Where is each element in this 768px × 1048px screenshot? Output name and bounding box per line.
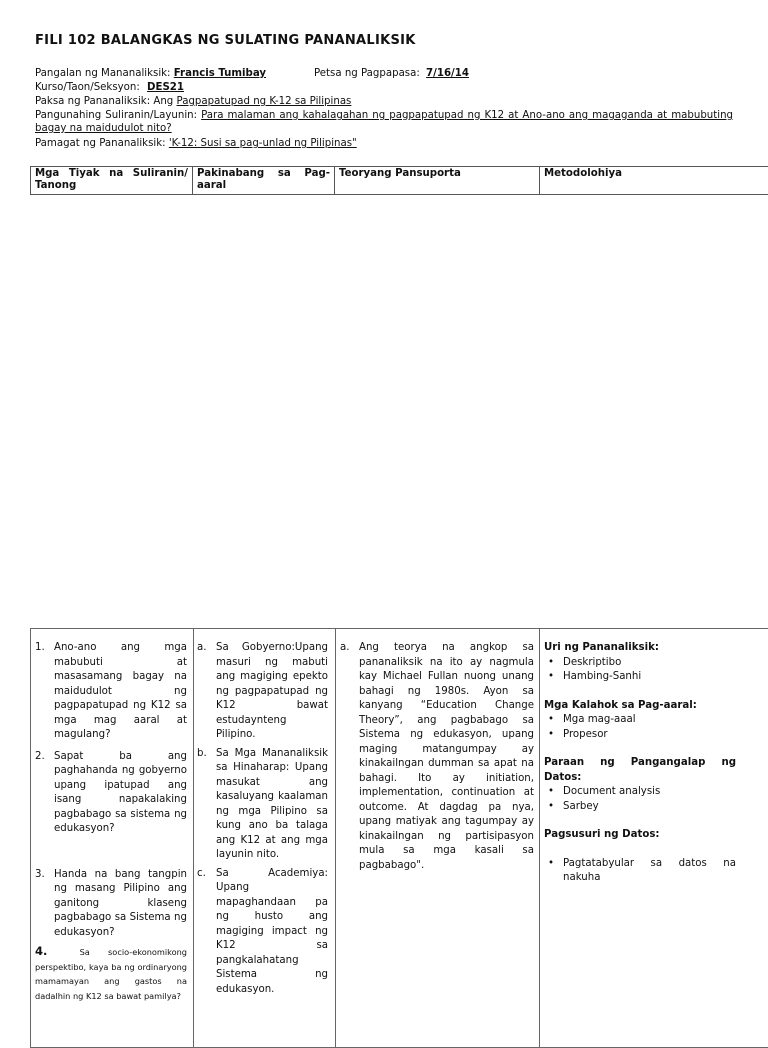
benefit-text: Sa Academiya: Upang mapaghandaan pa ng husto ang magiging impact ng K12 sa pangkalahatang Sistema ng edukasyon. — [216, 868, 328, 995]
participants-heading: Mga Kalahok sa Pag-aaral: — [544, 699, 736, 714]
topic-label: Paksa ng Pananaliksik: Ang — [35, 96, 173, 107]
topic-line — [35, 95, 351, 108]
participant-text: Propesor — [563, 729, 608, 740]
research-type-item — [544, 670, 736, 685]
research-type-heading: Uri ng Pananaliksik: — [544, 641, 736, 656]
bullet-icon: • — [548, 800, 554, 815]
outline-body-table — [30, 628, 768, 1048]
question-text: Sapat ba ang paghahanda ng gobyerno upang ipatupad ang isang napakalaking pagbabago sa sistema ng edukasyon? — [54, 751, 187, 835]
question-number: 3. — [35, 868, 45, 883]
participant-item — [544, 728, 736, 743]
outline-header-table — [30, 166, 768, 195]
date-line — [314, 67, 469, 80]
methodology-column — [544, 641, 736, 886]
course-label: Kurso/Taon/Seksyon: — [35, 82, 140, 93]
question-number: 2. — [35, 750, 45, 765]
question-number: 1. — [35, 641, 45, 656]
theory-letter: a. — [340, 641, 349, 656]
question-item — [35, 868, 187, 941]
theory-item — [340, 641, 534, 873]
researcher-line — [35, 67, 266, 80]
benefit-item — [197, 641, 328, 743]
researcher-value: Francis Tumibay — [174, 68, 266, 79]
theory-column — [340, 641, 534, 873]
benefit-letter: c. — [197, 867, 206, 882]
question-number: 4. — [35, 944, 47, 958]
date-value: 7/16/14 — [426, 68, 469, 79]
benefit-item — [197, 867, 328, 998]
question-item — [35, 750, 187, 837]
problem-line — [35, 109, 733, 135]
researcher-label: Pangalan ng Mananaliksik: — [35, 68, 171, 79]
bullet-icon: • — [548, 785, 554, 800]
participant-text: Mga mag-aaal — [563, 714, 636, 725]
data-collection-item — [544, 800, 736, 815]
benefit-text: Sa Gobyerno:Upang masuri ng mabuti ang magiging epekto ng pagpapatupad ng K12 bawat estudaynteng Pilipino. — [216, 642, 328, 740]
data-analysis-text: Pagtatabyular sa datos na nakuha — [563, 858, 736, 884]
data-collection-text: Sarbey — [563, 801, 599, 812]
data-collection-text: Document analysis — [563, 786, 660, 797]
column-divider — [335, 629, 336, 1047]
header-col-benefits: Pakinabang sa Pag-aaral — [193, 167, 335, 195]
bullet-icon: • — [548, 728, 554, 743]
research-type-text: Hambing-Sanhi — [563, 671, 641, 682]
question-item — [35, 641, 187, 743]
benefit-letter: b. — [197, 747, 207, 762]
data-collection-heading: Paraan ng Pangangalap ng Datos: — [544, 756, 736, 785]
column-divider — [193, 629, 194, 1047]
question-item — [35, 944, 187, 1003]
problem-label: Pangunahing Suliranin/Layunin: — [35, 110, 197, 121]
theory-text: Ang teorya na angkop sa pananaliksik na ito ay nagmula kay Michael Fullan nuong unang bahagi ng 1980s. Ayon sa kanyang “Education Change Theory”, ang pagbabago sa Sistema ng edukasyon, upang maging matangumpay ay kinakailngan dumman sa apat na bahagi. Ito ay initiation, implementation, continuation at outcome. At dagdag pa nya, upang matiyak ang tagumpay ay kinakailngan ng partisipasyon mula sa mga kasali sa pagbabago". — [359, 642, 534, 871]
data-analysis-heading: Pagsusuri ng Datos: — [544, 828, 736, 843]
question-text: Ano-ano ang mga mabubuti at masasamang bagay na maidudulot ng pagpapatupad ng K12 sa mga mag aaral at magulang? — [54, 642, 187, 740]
research-title-value: 'K-12: Susi sa pag-unlad ng Pilipinas" — [169, 138, 357, 149]
benefit-letter: a. — [197, 641, 206, 656]
data-analysis-item — [544, 857, 736, 886]
column-divider — [539, 629, 540, 1047]
research-type-item — [544, 656, 736, 671]
course-value: DES21 — [147, 82, 184, 93]
header-col-questions: Mga Tiyak na Suliranin/ Tanong — [31, 167, 193, 195]
topic-value: Pagpapatupad ng K-12 sa Pilipinas — [177, 96, 352, 107]
benefits-column — [197, 641, 328, 997]
bullet-icon: • — [548, 713, 554, 728]
participant-item — [544, 713, 736, 728]
research-title-line — [35, 137, 357, 150]
question-text: Sa socio-ekonomikong perspektibo, kaya ba ng ordinaryong mamamayan ang gastos na dadalhin ng K12 sa bawat pamilya? — [35, 947, 187, 1001]
question-text: Handa na bang tangpin ng masang Pilipino ang ganitong klaseng pagbabago sa Sistema ng edukasyon? — [54, 869, 187, 938]
bullet-icon: • — [548, 656, 554, 671]
bullet-icon: • — [548, 670, 554, 685]
benefit-text: Sa Mga Mananaliksik sa Hinaharap: Upang masukat ang kasaluyang kaalaman ng mga Pilipino sa kung ano ba talaga ang K12 at ang mga layunin nito. — [216, 748, 328, 861]
bullet-icon: • — [548, 857, 554, 872]
document-title: FILI 102 BALANGKAS NG SULATING PANANALIKSIK — [35, 33, 416, 48]
data-collection-item — [544, 785, 736, 800]
date-label: Petsa ng Pagpapasa: — [314, 68, 420, 79]
questions-column — [35, 641, 187, 1003]
course-line — [35, 81, 184, 94]
problem-value: Para malaman ang kahalagahan ng pagpapatupad ng K12 at Ano-ano ang magaganda at mabubuting bagay na maidudulot nito? — [35, 110, 733, 134]
research-title-label: Pamagat ng Pananaliksik: — [35, 138, 166, 149]
research-type-text: Deskriptibo — [563, 657, 621, 668]
header-col-theory: Teoryang Pansuporta — [335, 167, 540, 195]
header-col-methodology: Metodolohiya — [540, 167, 768, 195]
benefit-item — [197, 747, 328, 863]
